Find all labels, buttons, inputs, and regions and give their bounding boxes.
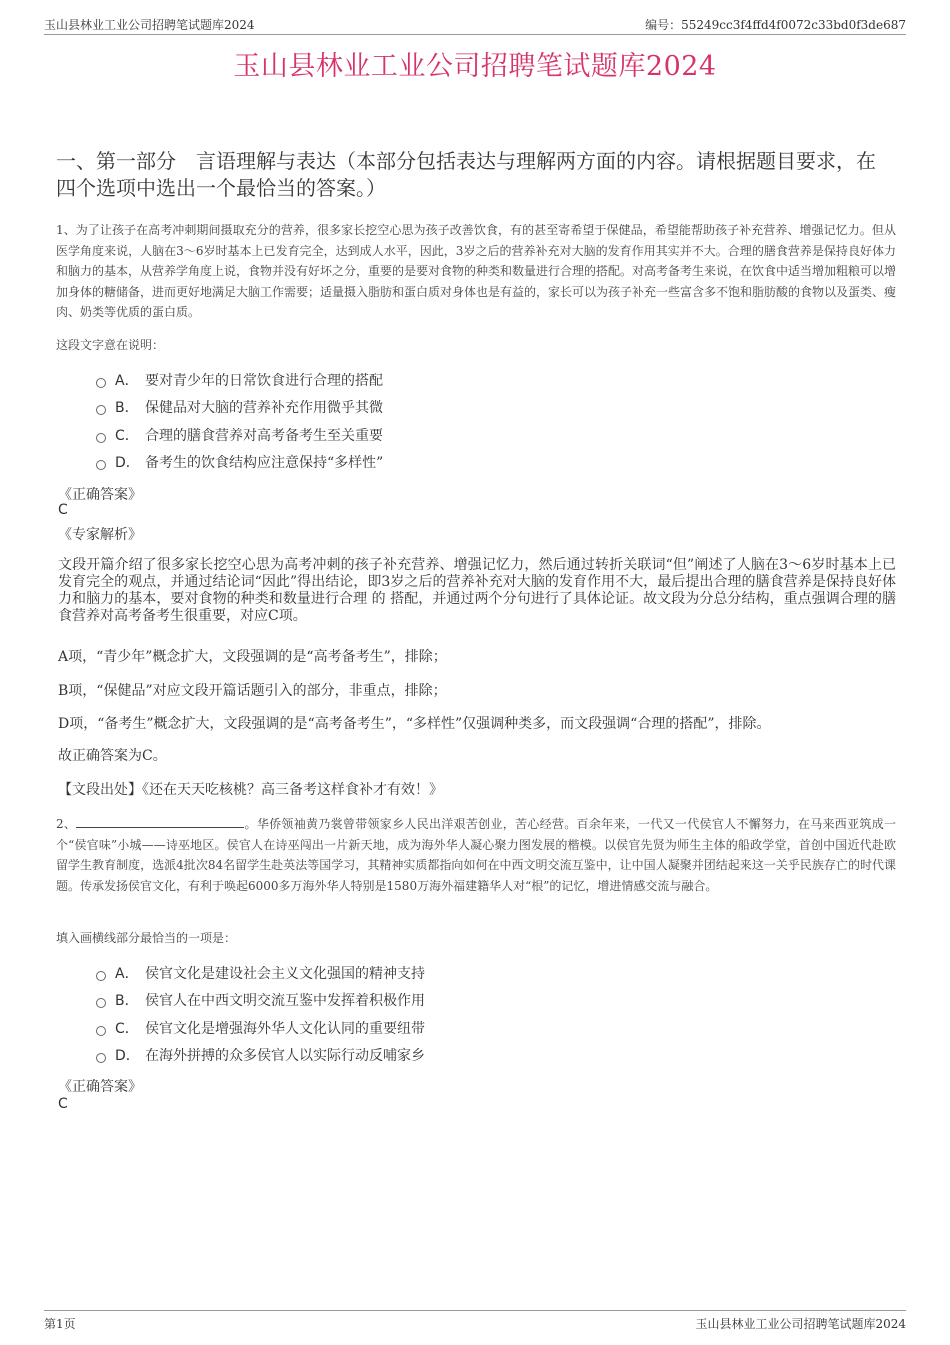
question-2-option-c[interactable] — [96, 1014, 425, 1042]
option-text: 侯官文化是建设社会主义文化强国的精神支持 — [145, 965, 425, 982]
option-text: 侯官人在中西文明交流互鉴中发挥着积极作用 — [145, 993, 425, 1010]
option-text: 合理的膳食营养对高考备考生至关重要 — [145, 427, 383, 444]
option-letter: A． — [115, 372, 139, 389]
page-footer — [44, 1310, 906, 1331]
page-header — [44, 14, 906, 35]
option-text: 侯官文化是增强海外华人文化认同的重要纽带 — [145, 1020, 425, 1037]
option-letter: A． — [115, 965, 139, 982]
option-letter: C． — [115, 1020, 139, 1037]
radio-icon[interactable] — [96, 1053, 106, 1063]
page-number: 第1页 — [44, 1317, 76, 1331]
option-letter: B． — [115, 400, 139, 417]
option-text: 保健品对大脑的营养补充作用微乎其微 — [145, 400, 383, 417]
analysis-conclusion: 故正确答案为C。 — [58, 748, 167, 764]
analysis-source: 【文段出处】《还在天天吃核桃？高三备考这样食补才有效！》 — [58, 782, 443, 798]
analysis-option-d: D项，“备考生”概念扩大，文段强调的是“高考备考生”，“多样性”仅强调种类多，而文段强调“合理的搭配”，排除。 — [58, 716, 771, 732]
option-text: 要对青少年的日常饮食进行合理的搭配 — [145, 372, 383, 389]
question-2-answer-label: 《正确答案》 — [58, 1079, 142, 1095]
radio-icon[interactable] — [96, 433, 106, 443]
option-letter: B． — [115, 993, 139, 1010]
question-1-answer: C — [58, 502, 68, 518]
radio-icon[interactable] — [96, 998, 106, 1008]
header-doc-id: 编号：55249cc3f4ffd4f0072c33bd0f3de687 — [645, 18, 906, 32]
question-2-text — [56, 814, 896, 896]
question-1-prompt: 这段文字意在说明： — [56, 338, 165, 352]
question-1-answer-label: 《正确答案》 — [58, 487, 142, 503]
radio-icon[interactable] — [96, 1026, 106, 1036]
fill-blank — [76, 815, 244, 828]
radio-icon[interactable] — [96, 378, 106, 388]
option-text: 在海外拼搏的众多侯官人以实际行动反哺家乡 — [145, 1048, 425, 1065]
question-2-options — [96, 959, 425, 1069]
option-text: 备考生的饮食结构应注意保持“多样性” — [145, 455, 384, 472]
question-2-body: 。华侨领袖黄乃裳曾带领家乡人民出洋艰苦创业，苦心经营。百余年来，一代又一代侯官人不懈努力，在马来西亚筑成一个“侯官味”小城——诗巫地区。侯官人在诗巫闯出一片新天地，成为海外华人凝心聚力图发展的楷模。以侯官先贤为师生主体的船政学堂，首创中国近代赴欧留学生教育制度，选派4批次84名留学生赴英法等国学习，其精神实质都指向如何在中西文明交流互鉴中，让中国人凝聚并团结起来这一关乎民族存亡的时代课题。传承发扬侯官文化，有利于唤起6000多万海外华人特别是1580万海外福建籍华人对“根”的记忆，增进情感交流与融合。 — [56, 817, 896, 893]
question-2-option-d[interactable] — [96, 1042, 425, 1070]
question-1-analysis: 文段开篇介绍了很多家长挖空心思为高考冲刺的孩子补充营养、增强记忆力，然后通过转折关联词“但”阐述了人脑在3～6岁时基本上已发育完全的观点，并通过结论词“因此”得出结论，即3岁之后的营养补充对大脑的发育作用不大，最后提出合理的膳食营养是保持良好体力和脑力的基本，要对食物的种类和数量进行合理 的 搭配，并通过两个分句进行了具体论证。故文段为分总分结构，重点强调合理的膳食营养对高考备考生很重要，对应C项。 — [58, 557, 896, 624]
question-1-text: 1、为了让孩子在高考冲刺期间摄取充分的营养，很多家长挖空心思为孩子改善饮食，有的甚至寄希望于保健品，希望能帮助孩子补充营养、增强记忆力。但从医学角度来说，人脑在3～6岁时基本上已发育完全，达到成人水平，因此，3岁之后的营养补充对大脑的发育作用其实并不大。合理的膳食营养是保持良好体力和脑力的基本，从营养学角度上说，食物并没有好坏之分，重要的是要对食物的种类和数量进行合理的搭配。对高考备考生来说，在饮食中适当增加粗粮可以增加身体的糖储备，进而更好地满足大脑工作需要；适量摄入脂肪和蛋白质对身体也是有益的，家长可以为孩子补充一些富含多不饱和脂肪酸的食物以及蛋类、瘦肉、奶类等优质的蛋白质。 — [56, 223, 897, 319]
question-1-option-a[interactable] — [96, 366, 383, 394]
question-1-option-b[interactable] — [96, 394, 383, 422]
question-2-number: 2、 — [56, 817, 77, 831]
option-letter: D． — [115, 455, 140, 472]
option-letter: C． — [115, 427, 139, 444]
question-1-option-d[interactable] — [96, 449, 383, 477]
radio-icon[interactable] — [96, 971, 106, 981]
analysis-option-a: A项，“青少年”概念扩大，文段强调的是“高考备考生”，排除； — [58, 649, 447, 665]
question-1-option-c[interactable] — [96, 421, 383, 449]
section-heading: 一、第一部分 言语理解与表达（本部分包括表达与理解两方面的内容。请根据题目要求，在四个选项中选出一个最恰当的答案。） — [56, 149, 876, 200]
option-letter: D． — [115, 1048, 140, 1065]
page-title: 玉山县林业工业公司招聘笔试题库2024 — [233, 51, 717, 82]
question-2-answer: C — [58, 1096, 68, 1112]
question-1-analysis-label: 《专家解析》 — [58, 527, 142, 543]
question-2-option-b[interactable] — [96, 987, 425, 1015]
radio-icon[interactable] — [96, 405, 106, 415]
header-doc-title: 玉山县林业工业公司招聘笔试题库2024 — [44, 18, 255, 32]
footer-doc-title: 玉山县林业工业公司招聘笔试题库2024 — [695, 1317, 906, 1331]
question-2-option-a[interactable] — [96, 959, 425, 987]
question-1-options — [96, 366, 383, 476]
radio-icon[interactable] — [96, 460, 106, 470]
question-2-prompt: 填入画横线部分最恰当的一项是： — [56, 931, 237, 945]
analysis-option-b: B项，“保健品”对应文段开篇话题引入的部分，非重点，排除； — [58, 683, 447, 699]
